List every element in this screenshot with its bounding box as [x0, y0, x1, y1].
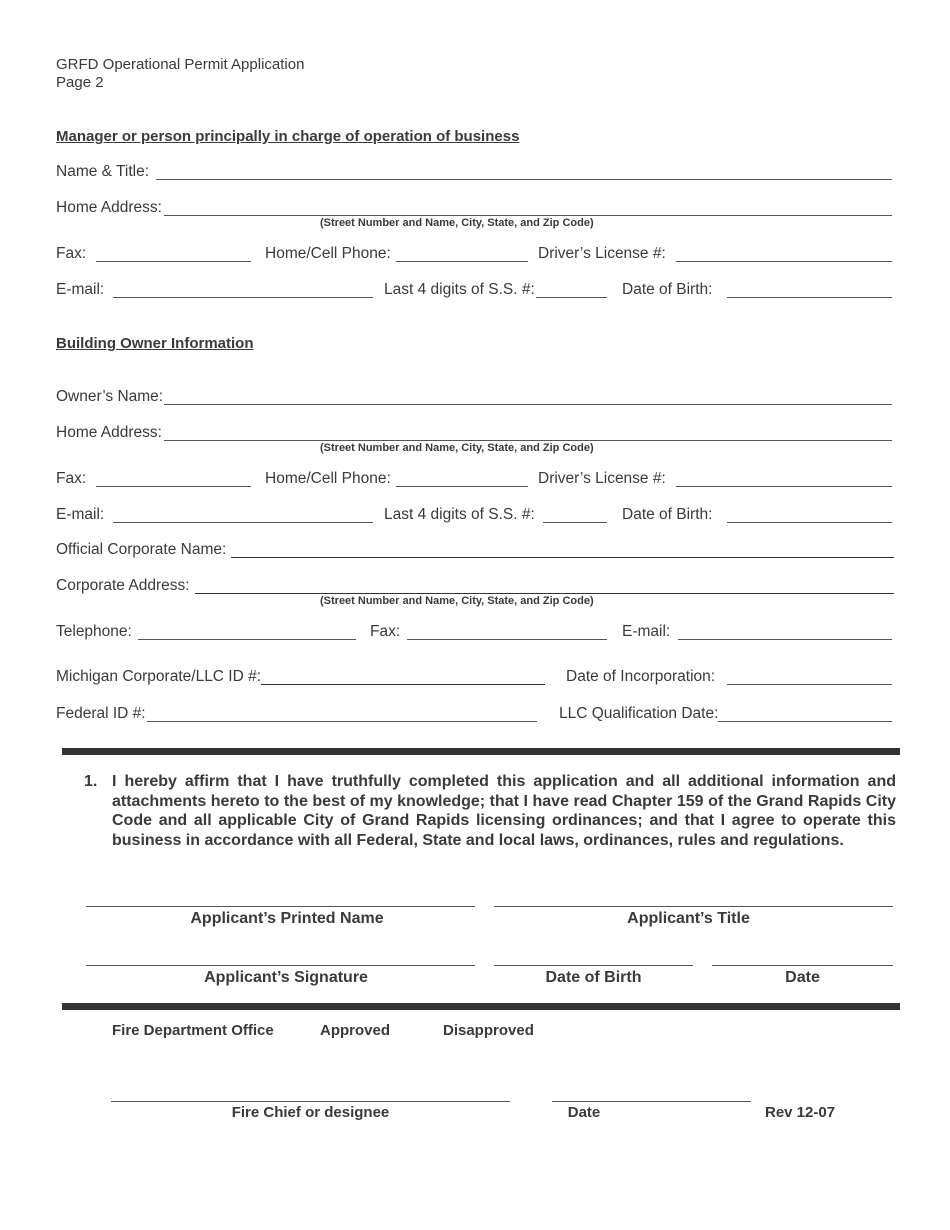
printed-name-line[interactable] — [86, 906, 475, 907]
signature-line[interactable] — [86, 965, 475, 966]
chief-caption: Fire Chief or designee — [231, 1104, 390, 1121]
federal-id-label: Federal ID #: — [56, 705, 146, 722]
owner-email-label: E-mail: — [56, 506, 105, 523]
affirmation-text: I hereby affirm that I have truthfully completed this application and all additional information and attachments hereto to the best of my knowledge; that I have read Chapter 159 of the Grand Rapids City Code and all applicable City of Grand Rapids licensing ordinances; and that I agree to operate this business in accordance with all Federal, State and local laws, ordinances, rules and regulations. — [112, 773, 896, 849]
office-divider — [62, 1003, 900, 1010]
disapproved-option[interactable]: Disapproved — [443, 1022, 534, 1039]
owner-home-address-field[interactable] — [164, 440, 892, 441]
mi-id-field[interactable] — [261, 684, 545, 685]
owner-license-field[interactable] — [676, 486, 892, 487]
owner-section-heading: Building Owner Information — [56, 335, 254, 352]
manager-home-address-field[interactable] — [164, 215, 892, 216]
owner-home-address-label: Home Address: — [56, 424, 162, 441]
manager-home-address-label: Home Address: — [56, 199, 162, 216]
dob-caption: Date of Birth — [545, 969, 642, 986]
owner-dob-field[interactable] — [727, 522, 892, 523]
owner-address-hint: (Street Number and Name, City, State, and Zip Code) — [320, 442, 594, 454]
telephone-field[interactable] — [138, 639, 356, 640]
chief-signature-line[interactable] — [111, 1101, 510, 1102]
office-label: Fire Department Office — [112, 1022, 274, 1039]
corp-name-field[interactable] — [231, 557, 894, 558]
owner-phone-field[interactable] — [396, 486, 528, 487]
manager-dob-field[interactable] — [727, 297, 892, 298]
manager-fax-label: Fax: — [56, 245, 87, 262]
manager-ssn-field[interactable] — [536, 297, 607, 298]
name-title-label: Name & Title: — [56, 163, 150, 180]
manager-license-field[interactable] — [676, 261, 892, 262]
date-line[interactable] — [712, 965, 893, 966]
federal-id-field[interactable] — [147, 721, 537, 722]
corp-fax-field[interactable] — [407, 639, 607, 640]
owner-email-field[interactable] — [113, 522, 373, 523]
section-divider — [62, 748, 900, 755]
owner-fax-label: Fax: — [56, 470, 87, 487]
chief-date-line[interactable] — [552, 1101, 751, 1102]
owner-ssn-field[interactable] — [543, 522, 607, 523]
manager-section-heading: Manager or person principally in charge of operation of business — [56, 128, 520, 145]
owner-name-field[interactable] — [164, 404, 892, 405]
manager-ssn-label: Last 4 digits of S.S. #: — [384, 281, 535, 298]
owner-license-label: Driver’s License #: — [538, 470, 666, 487]
mi-id-label: Michigan Corporate/LLC ID #: — [56, 668, 262, 685]
name-title-field[interactable] — [156, 179, 892, 180]
corp-email-field[interactable] — [678, 639, 892, 640]
affirmation — [84, 772, 896, 850]
manager-email-field[interactable] — [113, 297, 373, 298]
title-line[interactable] — [494, 906, 893, 907]
manager-phone-field[interactable] — [396, 261, 528, 262]
affirmation-number: 1. — [84, 773, 98, 790]
owner-ssn-label: Last 4 digits of S.S. #: — [384, 506, 535, 523]
date-caption: Date — [785, 969, 820, 986]
manager-email-label: E-mail: — [56, 281, 105, 298]
owner-phone-label: Home/Cell Phone: — [265, 470, 391, 487]
manager-fax-field[interactable] — [96, 261, 251, 262]
owner-fax-field[interactable] — [96, 486, 251, 487]
corp-address-field[interactable] — [195, 593, 894, 594]
page-number: Page 2 — [56, 74, 104, 91]
telephone-label: Telephone: — [56, 623, 132, 640]
signature-caption: Applicant’s Signature — [204, 969, 368, 986]
incorp-date-field[interactable] — [727, 684, 892, 685]
owner-name-label: Owner’s Name: — [56, 388, 164, 405]
manager-phone-label: Home/Cell Phone: — [265, 245, 391, 262]
revision-label: Rev 12-07 — [765, 1104, 836, 1121]
corp-address-label: Corporate Address: — [56, 577, 190, 594]
approved-option[interactable]: Approved — [320, 1022, 391, 1039]
manager-dob-label: Date of Birth: — [622, 281, 713, 298]
chief-date-caption: Date — [567, 1104, 601, 1121]
printed-name-caption: Applicant’s Printed Name — [190, 910, 384, 927]
form-title: GRFD Operational Permit Application — [56, 56, 305, 73]
corp-address-hint: (Street Number and Name, City, State, and Zip Code) — [320, 595, 594, 607]
llc-date-field[interactable] — [718, 721, 892, 722]
incorp-date-label: Date of Incorporation: — [566, 668, 716, 685]
title-caption: Applicant’s Title — [627, 910, 750, 927]
owner-dob-label: Date of Birth: — [622, 506, 713, 523]
llc-date-label: LLC Qualification Date: — [559, 705, 719, 722]
corp-name-label: Official Corporate Name: — [56, 541, 227, 558]
dob-line[interactable] — [494, 965, 693, 966]
corp-fax-label: Fax: — [370, 623, 401, 640]
manager-license-label: Driver’s License #: — [538, 245, 666, 262]
manager-address-hint: (Street Number and Name, City, State, and Zip Code) — [320, 217, 594, 229]
corp-email-label: E-mail: — [622, 623, 671, 640]
